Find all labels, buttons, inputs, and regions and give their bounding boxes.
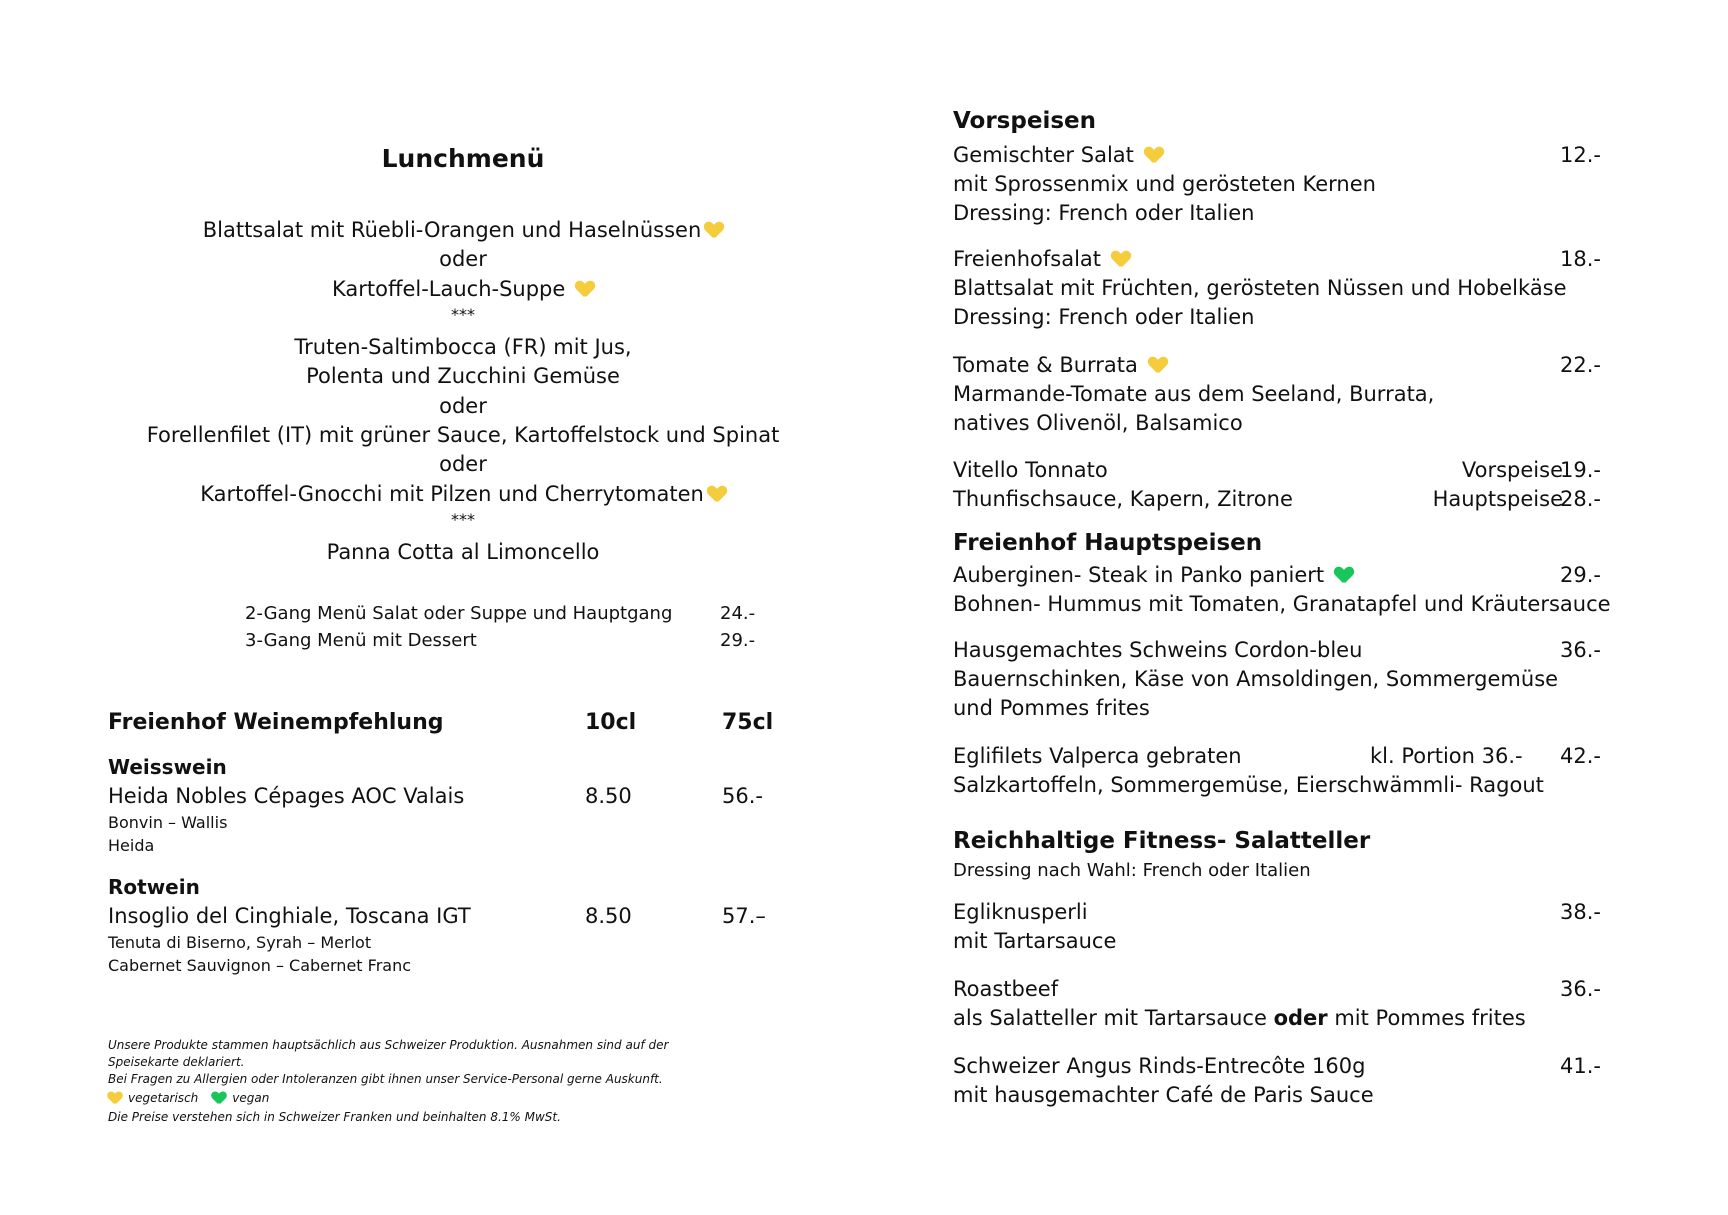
lunch-line: Truten-Saltimbocca (FR) mit Jus, (294, 335, 632, 360)
diet-legend: vegetarisch vegan (108, 1087, 708, 1109)
wine-section-red: Rotwein Insoglio del Cinghiale, Toscana IGT 8.50 57.– Tenuta di Biserno, Syrah – Merlot Cabernet Sauvignon – Cabernet Franc (108, 873, 788, 977)
wine-section-white: Weisswein Heida Nobles Cépages AOC Valais 8.50 56.- Bonvin – Wallis Heida (108, 753, 788, 857)
price-row: 2-Gang Menü Salat oder Suppe und Hauptgang 24.- (245, 603, 756, 624)
lunch-menu-list (108, 216, 818, 568)
lunch-line: oder (439, 393, 487, 418)
price-row: 3-Gang Menü mit Dessert 29.- (245, 630, 756, 651)
lunch-title: Lunchmenü (381, 144, 545, 173)
menu-item: Auberginen- Steak in Panko paniert 29.- Bohnen- Hummus mit Tomaten, Granatapfel und Kräutersauce (953, 563, 1611, 616)
col-75cl: 75cl (722, 710, 774, 735)
menu-item: Hausgemachtes Schweins Cordon-bleu 36.- Bauernschinken, Käse von Amsoldingen, Sommergemüse und Pommes frites (953, 638, 1601, 720)
vegetarian-heart-icon (576, 281, 594, 297)
footnote: Unsere Produkte stammen hauptsächlich aus Schweizer Produktion. Ausnahmen sind auf der Speisekarte deklariert. Bei Fragen zu Allergien oder Intoleranzen gibt ihnen unser Service-Personal gerne Auskunft. vegetarisch vegan Die Preise verstehen sich in Schweizer Franken und beinhalten 8.1% MwSt. (108, 1037, 708, 1126)
wine-name: Insoglio del Cinghiale, Toscana IGT 8.50 57.– (108, 904, 766, 928)
menu-item: Freienhofsalat 18.- Blattsalat mit Früchten, gerösteten Nüssen und Hobelkäse Dressing: French oder Italien (953, 247, 1601, 329)
col-10cl: 10cl (585, 710, 637, 735)
vegetarian-heart-icon (705, 222, 723, 238)
lunch-line: Kartoffel-Lauch-Suppe (108, 275, 818, 304)
section-subtitle: Dressing nach Wahl: French oder Italien (953, 860, 1311, 881)
wine-name: Heida Nobles Cépages AOC Valais 8.50 56.- (108, 784, 763, 808)
lunch-line: oder (439, 247, 487, 272)
menu-item: Tomate & Burrata 22.- Marmande-Tomate aus dem Seeland, Burrata, natives Olivenöl, Balsamico (953, 353, 1601, 435)
vegan-heart-icon (212, 1092, 226, 1104)
lunch-line: Polenta und Zucchini Gemüse (306, 364, 620, 389)
section-title-fitness: Reichhaltige Fitness- Salatteller (953, 828, 1371, 854)
wine-header: Freienhof Weinempfehlung 10cl 75cl (108, 710, 774, 735)
menu-item: Roastbeef 36.- als Salatteller mit Tartarsauce oder mit Pommes frites (953, 977, 1601, 1030)
menu-item: Vitello Tonnato Vorspeise 19.- Thunfischsauce, Kapern, Zitrone Hauptspeise 28.- (953, 458, 1601, 511)
lunch-line: Blattsalat mit Rüebli-Orangen und Haselnüssen (108, 216, 818, 245)
vegetarian-heart-icon (108, 1092, 122, 1104)
menu-item: Schweizer Angus Rinds-Entrecôte 160g 41.- mit hausgemachter Café de Paris Sauce (953, 1054, 1601, 1107)
vegetarian-heart-icon (1149, 357, 1167, 373)
lunch-line: Forellenfilet (IT) mit grüner Sauce, Kartoffelstock und Spinat (146, 423, 780, 448)
section-title-hauptspeisen: Freienhof Hauptspeisen (953, 530, 1263, 556)
vegetarian-heart-icon (1112, 251, 1130, 267)
course-divider: *** (451, 304, 475, 324)
lunch-line: Panna Cotta al Limoncello (326, 540, 600, 565)
vegan-heart-icon (1335, 567, 1353, 583)
course-divider: *** (451, 509, 475, 529)
vegetarian-heart-icon (708, 486, 726, 502)
menu-item: Eglifilets Valperca gebraten kl. Portion 36.- 42.- Salzkartoffeln, Sommergemüse, Eierschwämmli- Ragout (953, 744, 1601, 797)
lunch-line: oder (439, 452, 487, 477)
menu-item: Gemischter Salat 12.- mit Sprossenmix und gerösteten Kernen Dressing: French oder Italien (953, 143, 1601, 225)
menu-item: Egliknusperli 38.- mit Tartarsauce (953, 900, 1601, 953)
section-title-vorspeisen: Vorspeisen (953, 108, 1096, 134)
lunch-prices (245, 600, 785, 654)
lunch-line: Kartoffel-Gnocchi mit Pilzen und Cherrytomaten (108, 480, 818, 509)
vegetarian-heart-icon (1145, 147, 1163, 163)
